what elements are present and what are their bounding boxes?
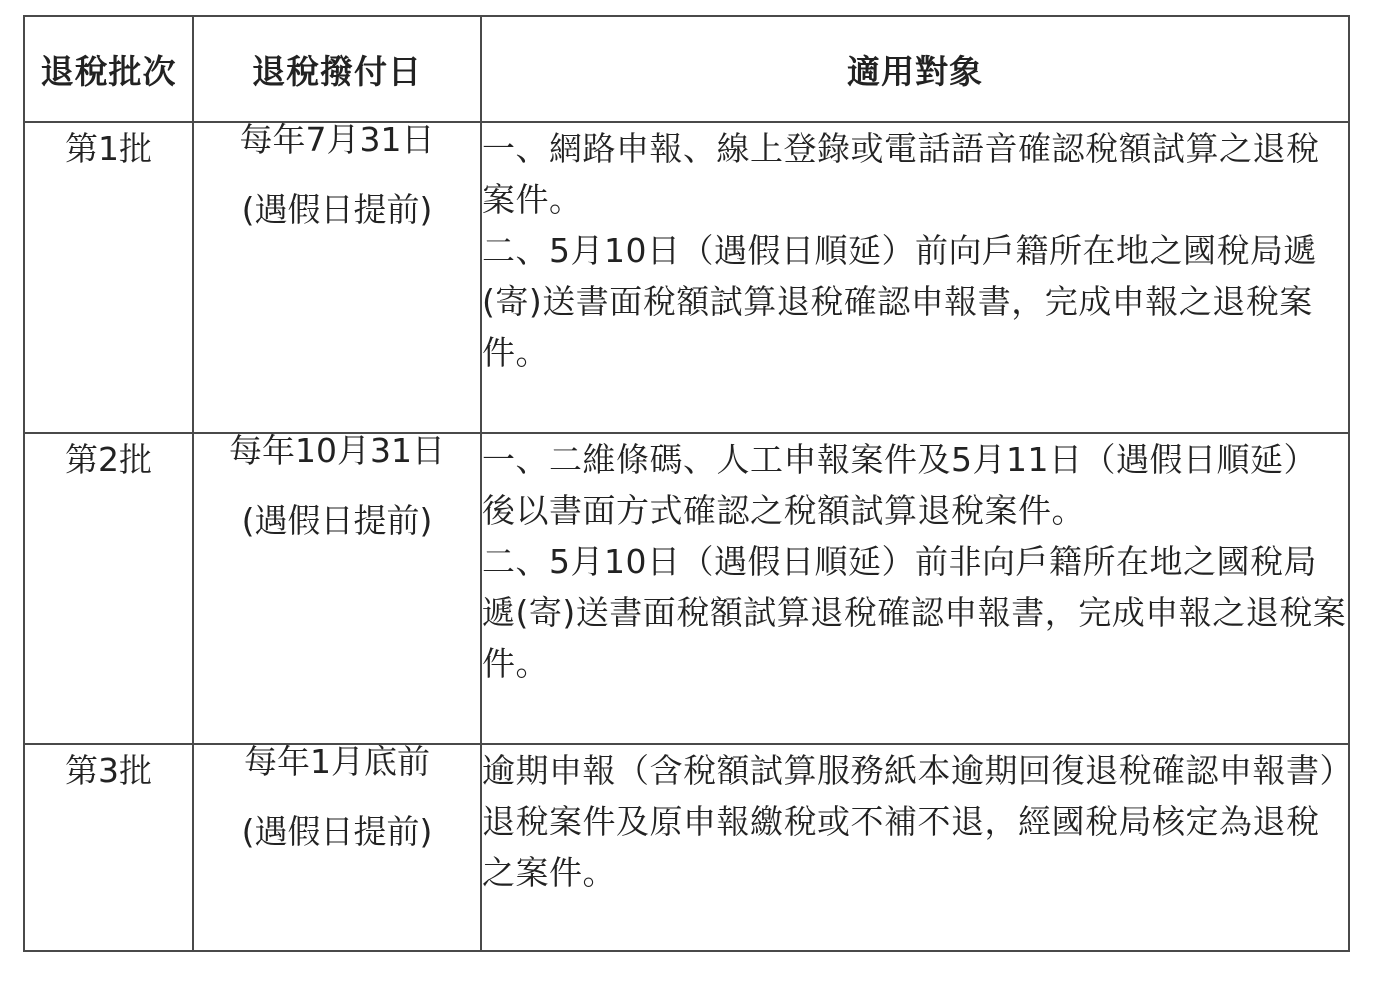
target-cell (481, 744, 1349, 951)
date-cell (193, 122, 481, 433)
date-note: (遇假日提前) (241, 190, 433, 229)
batch-cell: 第3批 (24, 744, 193, 951)
batch-cell: 第2批 (24, 433, 193, 744)
date-cell (193, 433, 481, 744)
table-row (24, 433, 1349, 744)
table-row (24, 744, 1349, 951)
date-note: (遇假日提前) (241, 812, 433, 851)
date-note: (遇假日提前) (241, 501, 433, 540)
refund-schedule-table (23, 15, 1350, 952)
header-batch: 退稅批次 (24, 16, 193, 122)
target-item: 二、5月10日（遇假日順延）前非向戶籍所在地之國稅局遞(寄)送書面稅額試算退稅確認申報書，完成申報之退稅案件。 (482, 542, 1347, 683)
target-cell (481, 433, 1349, 744)
target-item: 一、網路申報、線上登錄或電話語音確認稅額試算之退稅案件。 (482, 129, 1320, 219)
batch-cell: 第1批 (24, 122, 193, 433)
target-item: 逾期申報（含稅額試算服務紙本逾期回復退稅確認申報書）退稅案件及原申報繳稅或不補不退，經國稅局核定為退稅之案件。 (482, 751, 1337, 892)
header-target: 適用對象 (481, 16, 1349, 122)
target-item: 二、5月10日（遇假日順延）前向戶籍所在地之國稅局遞(寄)送書面稅額試算退稅確認申報書，完成申報之退稅案件。 (482, 231, 1317, 372)
date-line: 每年7月31日 (239, 120, 435, 159)
table-row (24, 122, 1349, 433)
target-item: 一、二維條碼、人工申報案件及5月11日（遇假日順延）後以書面方式確認之稅額試算退稅案件。 (482, 440, 1317, 530)
date-line: 每年10月31日 (229, 431, 445, 470)
date-cell (193, 744, 481, 951)
date-line: 每年1月底前 (244, 742, 430, 781)
header-date: 退稅撥付日 (193, 16, 481, 122)
target-cell (481, 122, 1349, 433)
